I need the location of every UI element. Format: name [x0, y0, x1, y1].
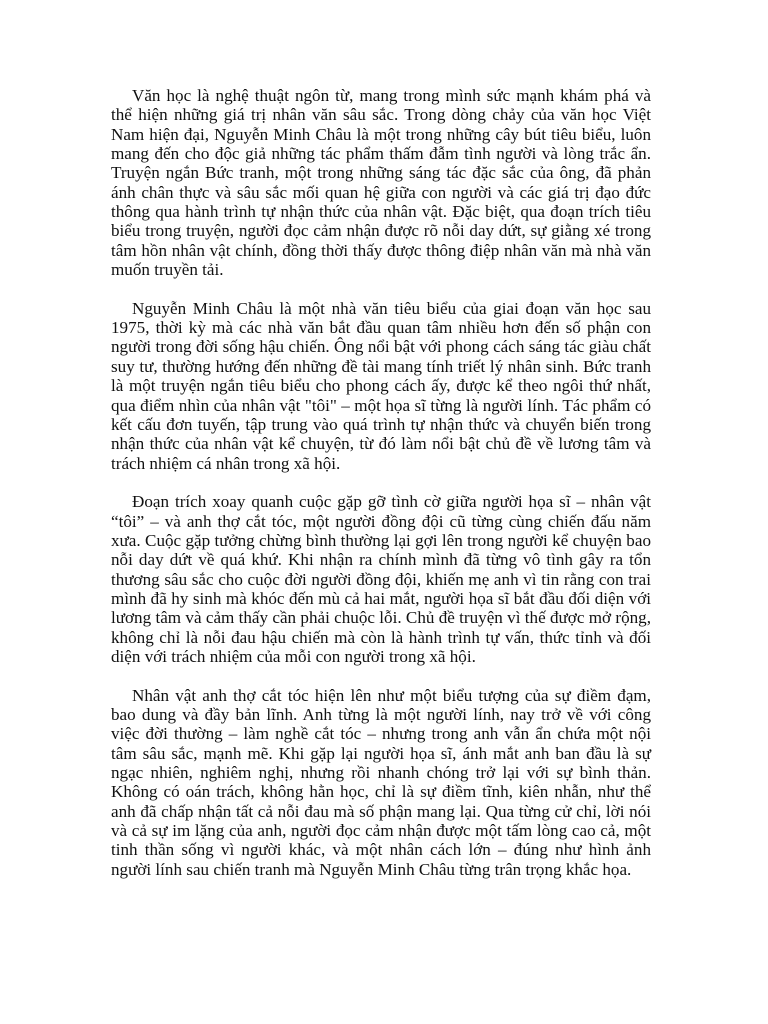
document-page	[111, 86, 651, 898]
paragraph-intro: Văn học là nghệ thuật ngôn từ, mang trong mình sức mạnh khám phá và thể hiện những giá trị nhân văn sâu sắc. Trong dòng chảy của văn học Việt Nam hiện đại, Nguyễn Minh Châu là một trong những cây bút tiêu biểu, luôn mang đến cho độc giả những tác phẩm thấm đẫm tình người và lòng trắc ẩn. Truyện ngắn Bức tranh, một trong những sáng tác đặc sắc của ông, đã phản ánh chân thực và sâu sắc mối quan hệ giữa con người và các giá trị đạo đức thông qua hành trình tự nhận thức của nhân vật. Đặc biệt, qua đoạn trích tiêu biểu trong truyện, người đọc cảm nhận được rõ nỗi day dứt, sự giằng xé trong tâm hồn nhân vật chính, đồng thời thấy được thông điệp nhân văn mà nhà văn muốn truyền tải.	[111, 86, 651, 280]
paragraph-excerpt-summary: Đoạn trích xoay quanh cuộc gặp gỡ tình cờ giữa người họa sĩ – nhân vật “tôi” – và anh thợ cắt tóc, một người đồng đội cũ từng cùng chiến đấu năm xưa. Cuộc gặp tưởng chừng bình thường lại gợi lên trong người kể chuyện bao nỗi day dứt về quá khứ. Khi nhận ra chính mình đã từng vô tình gây ra tổn thương sâu sắc cho cuộc đời người đồng đội, khiến mẹ anh vì tin rằng con trai mình đã hy sinh mà khóc đến mù cả hai mắt, người họa sĩ bắt đầu đối diện với lương tâm và cảm thấy cần phải chuộc lỗi. Chủ đề truyện vì thế được mở rộng, không chỉ là nỗi đau hậu chiến mà còn là hành trình tự vấn, thức tỉnh và đối diện với trách nhiệm của mỗi con người trong xã hội.	[111, 492, 651, 666]
paragraph-character-analysis: Nhân vật anh thợ cắt tóc hiện lên như một biểu tượng của sự điềm đạm, bao dung và đầy bản lĩnh. Anh từng là một người lính, nay trở về với công việc đời thường – làm nghề cắt tóc – nhưng trong anh vẫn ẩn chứa một nội tâm sâu sắc, mạnh mẽ. Khi gặp lại người họa sĩ, ánh mắt anh ban đầu là sự ngạc nhiên, nghiêm nghị, nhưng rồi nhanh chóng trở lại với sự bình thản. Không có oán trách, không hằn học, chỉ là sự điềm tĩnh, kiên nhẫn, như thể anh đã chấp nhận tất cả nỗi đau mà số phận mang lại. Qua từng cử chỉ, lời nói và cả sự im lặng của anh, người đọc cảm nhận được một tấm lòng cao cả, một tinh thần sống vì người khác, và một nhân cách lớn – đúng như hình ảnh người lính sau chiến tranh mà Nguyễn Minh Châu từng trân trọng khắc họa.	[111, 685, 651, 879]
paragraph-author-context: Nguyễn Minh Châu là một nhà văn tiêu biểu của giai đoạn văn học sau 1975, thời kỳ mà các nhà văn bắt đầu quan tâm nhiều hơn đến số phận con người trong đời sống hậu chiến. Ông nổi bật với phong cách sáng tác giàu chất suy tư, thường hướng đến những đề tài mang tính triết lý nhân sinh. Bức tranh là một truyện ngắn tiêu biểu cho phong cách ấy, được kể theo ngôi thứ nhất, qua điểm nhìn của nhân vật "tôi" – một họa sĩ từng là người lính. Tác phẩm có kết cấu đơn tuyến, tập trung vào quá trình tự nhận thức và chuyển biến trong nhận thức của nhân vật kể chuyện, từ đó làm nổi bật chủ đề về lương tâm và trách nhiệm cá nhân trong xã hội.	[111, 298, 651, 473]
